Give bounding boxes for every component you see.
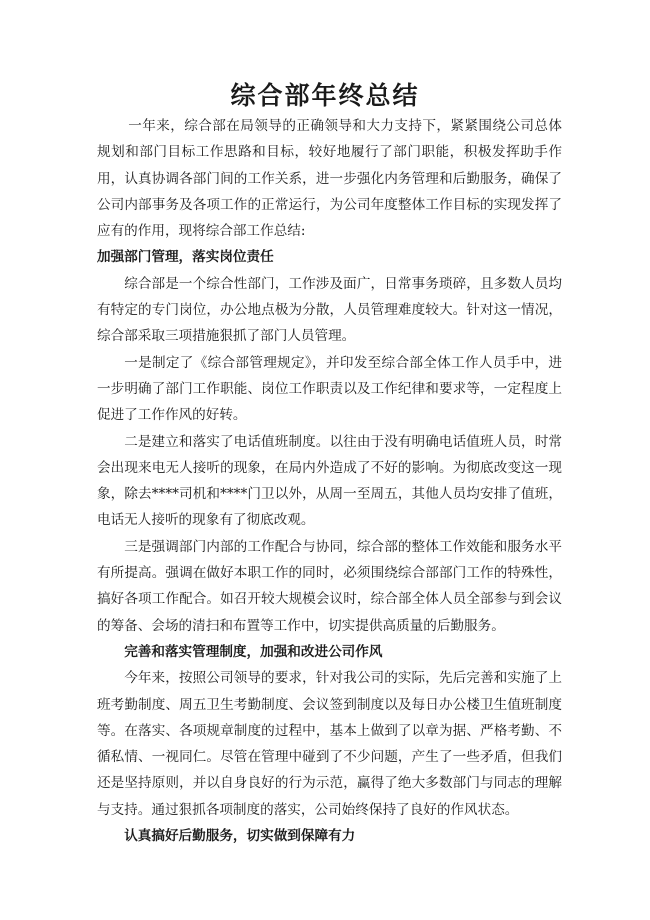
section1-paragraph-1: 综合部是一个综合性部门，工作涉及面广，日常事务琐碎，且多数人员均有特定的专门岗位，办公地点极为分散，人员管理难度较大。针对这一情况，综合部采取三项措施狠抓了部门人员管理。 <box>97 275 562 345</box>
section-heading-1: 加强部门管理，落实岗位责任 <box>97 249 274 266</box>
section-heading-3: 认真搞好后勤服务，切实做到保障有力 <box>124 828 356 845</box>
section1-paragraph-4: 三是强调部门内部的工作配合与协同，综合部的整体工作效能和服务水平有所提高。强调在做好本职工作的同时，必须围绕综合部部门工作的特殊性，搞好各项工作配合。如召开较大规模会议时，综合部全体人员全部参与到会议的筹备、会场的清扫和布置等工作中，切实提供高质量的后勤服务。 <box>97 538 562 634</box>
section1-paragraph-2: 一是制定了《综合部管理规定》，并印发至综合部全体工作人员手中，进一步明确了部门工作职能、岗位工作职责以及工作纪律和要求等，一定程度上促进了工作作风的好转。 <box>97 354 562 424</box>
section1-paragraph-3: 二是建立和落实了电话值班制度。以往由于没有明确电话值班人员，时常会出现来电无人接听的现象，在局内外造成了不好的影响。为彻底改变这一现象，除去****司机和****门卫以外，从周一至周五，其他人员均安排了值班，电话无人接听的现象有了彻底改观。 <box>97 433 562 529</box>
section-heading-2: 完善和落实管理制度，加强和改进公司作风 <box>124 643 383 660</box>
intro-paragraph: 一年来，综合部在局领导的正确领导和大力支持下，紧紧围绕公司总体规划和部门目标工作思路和目标，较好地履行了部门职能，积极发挥助手作用，认真协调各部门间的工作关系，进一步强化内务管理和后勤服务，确保了公司内部事务及各项工作的正常运行，为公司年度整体工作目标的实现发挥了应有的作用，现将综合部工作总结: <box>97 118 562 240</box>
section2-paragraph-1: 今年来，按照公司领导的要求，针对我公司的实际，先后完善和实施了上班考勤制度、周五卫生考勤制度、会议签到制度以及每日办公楼卫生值班制度等。在落实、各项规章制度的过程中，基本上做到了以章为据、严格考勤、不循私情、一视同仁。尽管在管理中碰到了不少问题，产生了一些矛盾，但我们还是坚持原则，并以自身良好的行为示范，赢得了绝大多数部门与同志的理解与支持。通过狠抓各项制度的落实，公司始终保持了良好的作风状态。 <box>97 670 562 818</box>
document-body <box>97 113 562 849</box>
document-title: 综合部年终总结 <box>230 81 420 110</box>
